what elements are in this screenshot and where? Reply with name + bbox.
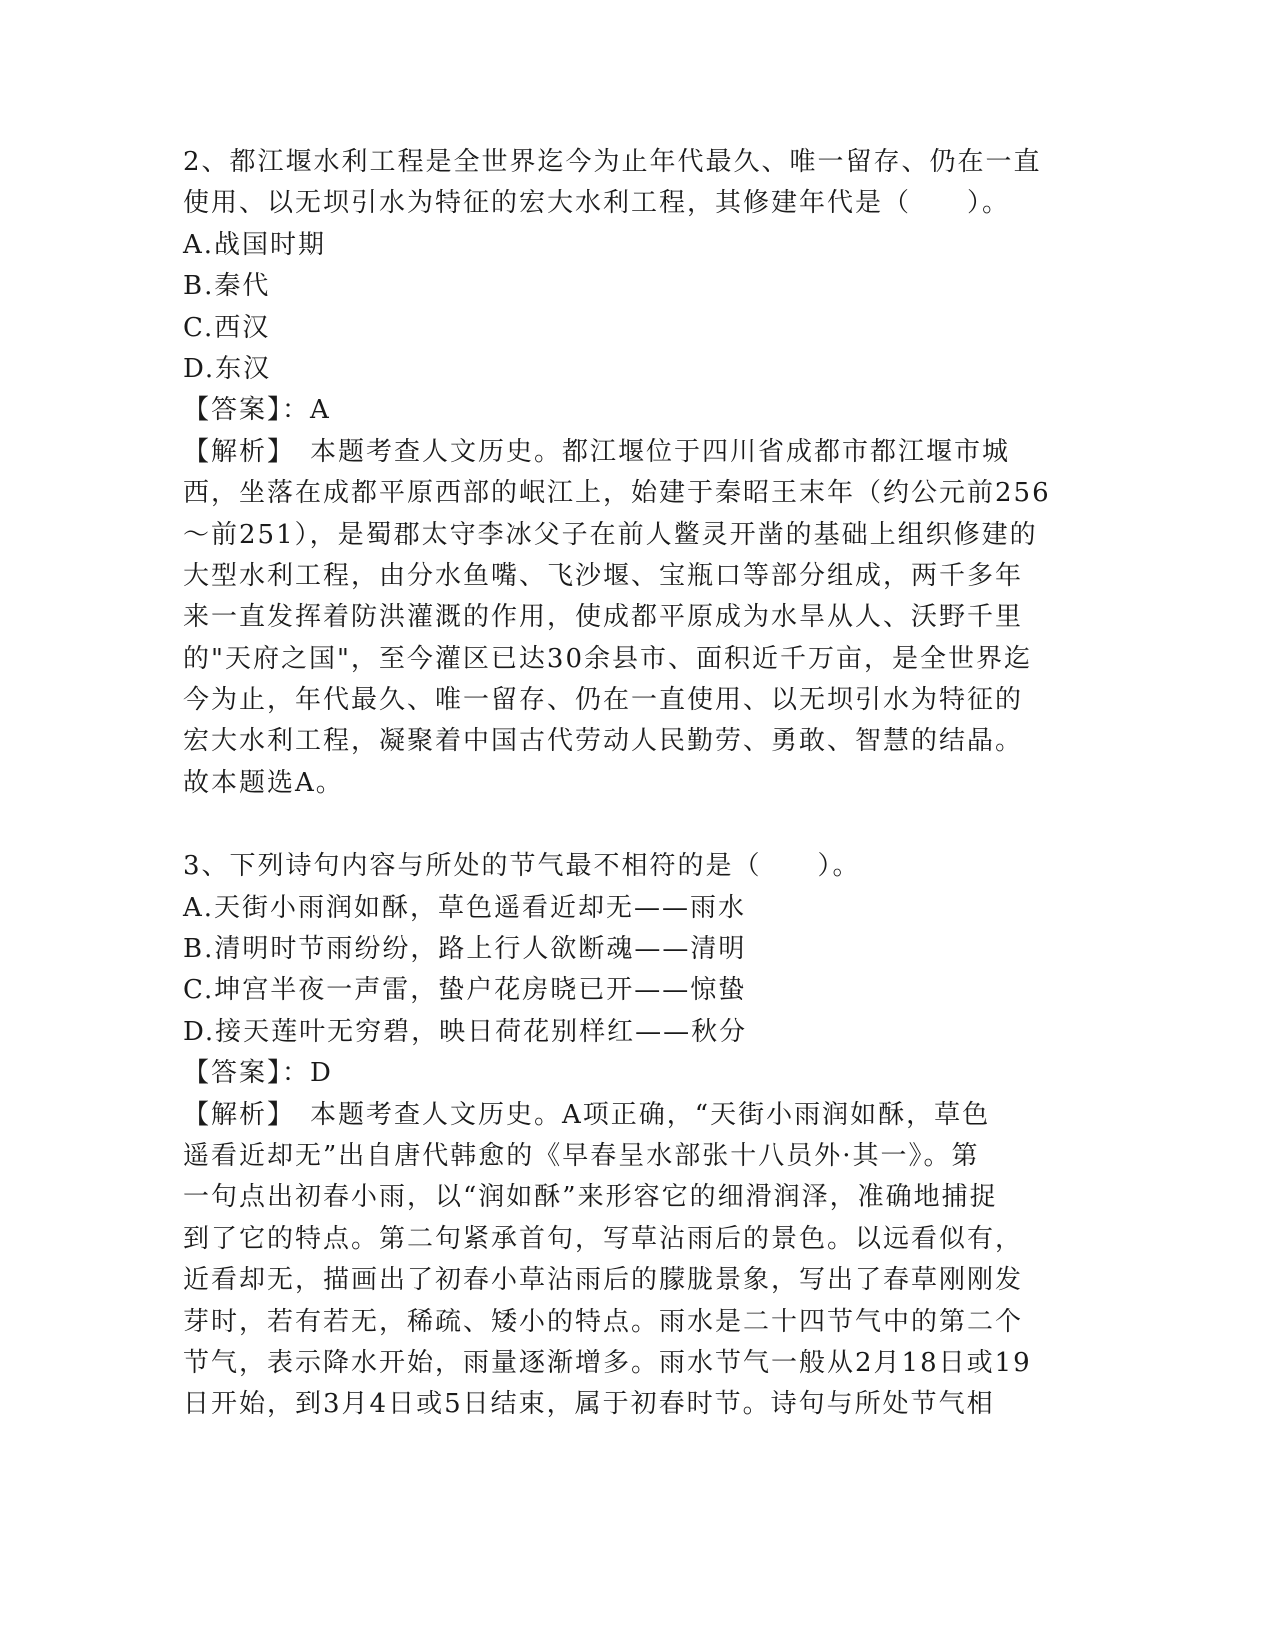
analysis-line: 近看却无，描画出了初春小草沾雨后的朦胧景象，写出了春草刚刚发 — [183, 1265, 1024, 1296]
analysis-line: 日开始，到3月4日或5日结束，属于初春时节。诗句与所处节气相 — [183, 1389, 995, 1420]
answer-line: 【答案】：D — [183, 1058, 333, 1089]
answer-line: 【答案】：A — [183, 395, 331, 426]
analysis-line: 故本题选A。 — [183, 767, 344, 798]
analysis-line: 节气，表示降水开始，雨量逐渐增多。雨水节气一般从2月18日或19 — [183, 1347, 1032, 1378]
option-a: A.战国时期 — [183, 229, 327, 260]
question-stem-line: 3、下列诗句内容与所处的节气最不相符的是（ ）。 — [183, 851, 861, 882]
analysis-line: 西，坐落在成都平原西部的岷江上，始建于秦昭王末年（约公元前256 — [183, 478, 1051, 509]
document-content — [183, 142, 1083, 1426]
analysis-line: 今为止，年代最久、唯一留存、仍在一直使用、以无坝引水为特征的 — [183, 685, 1024, 716]
option-d: D.接天莲叶无穷碧，映日荷花别样红——秋分 — [183, 1016, 748, 1047]
question-block — [183, 846, 1083, 1425]
analysis-line: 芽时，若有若无，稀疏、矮小的特点。雨水是二十四节气中的第二个 — [183, 1306, 1024, 1337]
analysis-line: 到了它的特点。第二句紧承首句，写草沾雨后的景色。以远看似有， — [183, 1223, 1024, 1254]
analysis-line: 宏大水利工程，凝聚着中国古代劳动人民勤劳、勇敢、智慧的结晶。 — [183, 726, 1024, 757]
analysis-line: 遥看近却无”出自唐代韩愈的《早春呈水部张十八员外·其一》。第 — [183, 1140, 980, 1171]
analysis-line: 来一直发挥着防洪灌溉的作用，使成都平原成为水旱从人、沃野千里 — [183, 602, 1024, 633]
analysis-line: 【解析】 本题考查人文历史。A项正确，“天街小雨润如酥，草色 — [183, 1099, 991, 1130]
question-block — [183, 142, 1083, 804]
option-a: A.天街小雨润如酥，草色遥看近却无——雨水 — [183, 892, 747, 923]
question-stem-line: 使用、以无坝引水为特征的宏大水利工程，其修建年代是（ ）。 — [183, 188, 1011, 219]
analysis-line: 的"天府之国"，至今灌区已达30余县市、面积近千万亩，是全世界迄 — [183, 643, 1033, 674]
question-stem-line: 2、都江堰水利工程是全世界迄今为止年代最久、唯一留存、仍在一直 — [183, 147, 1042, 177]
option-b: B.清明时节雨纷纷，路上行人欲断魂——清明 — [183, 934, 747, 965]
analysis-line: ～前251），是蜀郡太守李冰父子在前人鳖灵开凿的基础上组织修建的 — [183, 519, 1038, 550]
analysis-line: 大型水利工程，由分水鱼嘴、飞沙堰、宝瓶口等部分组成，两千多年 — [183, 560, 1024, 591]
option-b: B.秦代 — [183, 271, 271, 302]
question-separator — [183, 804, 1083, 846]
option-d: D.东汉 — [183, 353, 272, 384]
analysis-line: 【解析】 本题考查人文历史。都江堰位于四川省成都市都江堰市城 — [183, 436, 1011, 467]
option-c: C.西汉 — [183, 312, 271, 343]
analysis-line: 一句点出初春小雨，以“润如酥”来形容它的细滑润泽，准确地捕捉 — [183, 1182, 998, 1213]
option-c: C.坤宫半夜一声雷，蛰户花房晓已开——惊蛰 — [183, 975, 747, 1006]
